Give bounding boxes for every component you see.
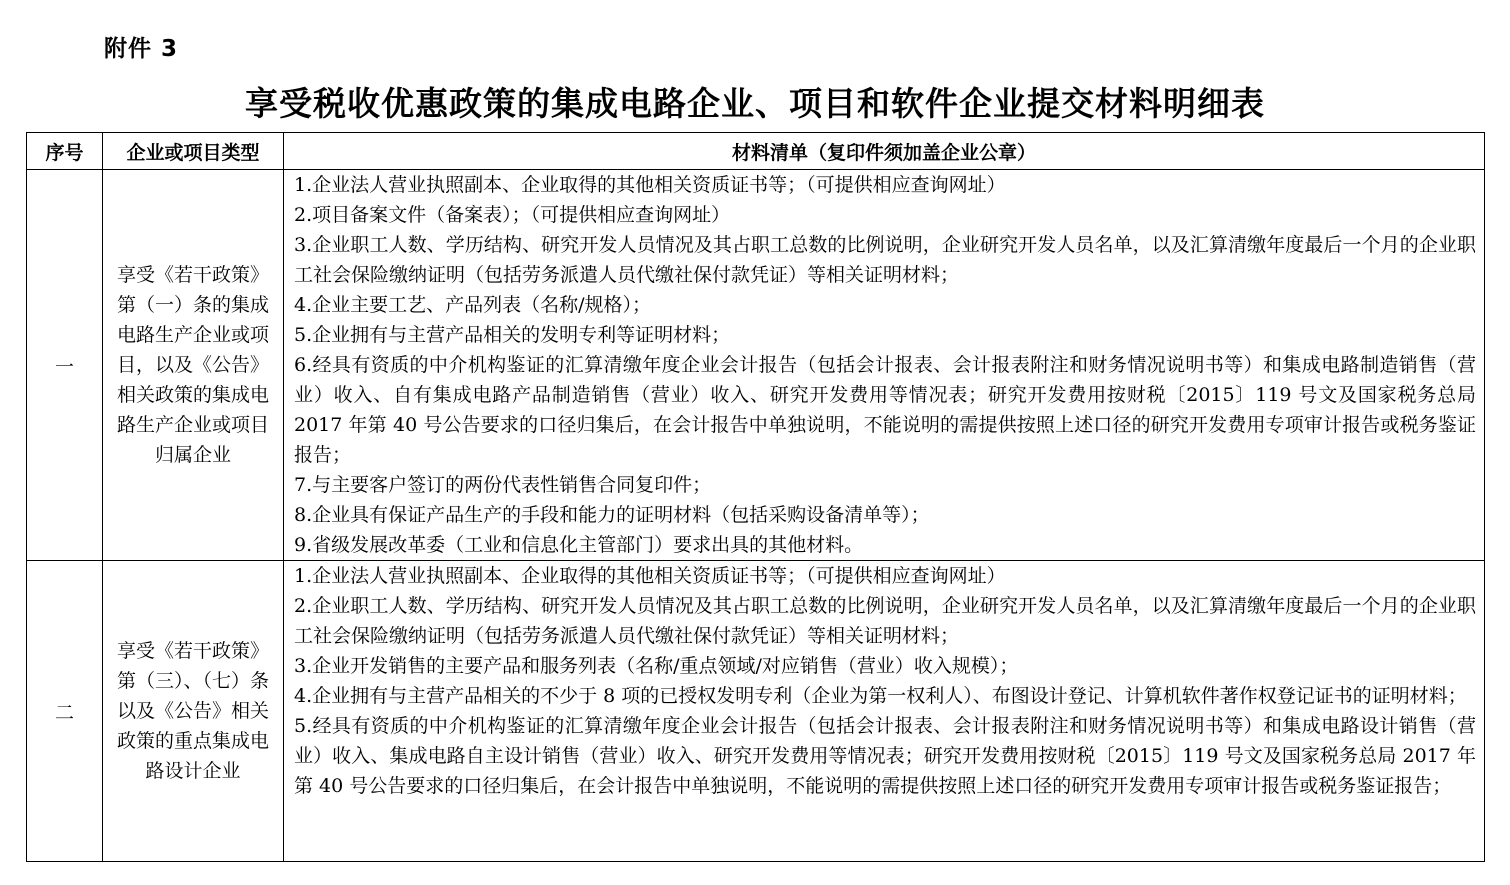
row-type: 享受《若干政策》第（三）、（七）条以及《公告》相关政策的重点集成电路设计企业	[103, 561, 284, 862]
material-item: 4.企业拥有与主营产品相关的不少于 8 项的已授权发明专利（企业为第一权利人）、布图设计登记、计算机软件著作权登记证书的证明材料；	[294, 685, 1467, 707]
materials-table	[26, 132, 1485, 862]
material-item: 2.项目备案文件（备案表）；（可提供相应查询网址）	[294, 204, 731, 226]
row-seq: 一	[27, 170, 103, 561]
table-row	[27, 561, 1485, 862]
material-item: 4.企业主要工艺、产品列表（名称/规格）；	[294, 294, 652, 316]
attachment-label: 附件 3	[104, 36, 179, 62]
material-item: 3.企业职工人数、学历结构、研究开发人员情况及其占职工总数的比例说明，企业研究开发人员名单，以及汇算清缴年度最后一个月的企业职工社会保险缴纳证明（包括劳务派遣人员代缴社保付款凭证）等相关证明材料；	[294, 234, 1476, 286]
column-header-type: 企业或项目类型	[103, 133, 284, 170]
document-title: 享受税收优惠政策的集成电路企业、项目和软件企业提交材料明细表	[245, 84, 1265, 123]
material-item: 2.企业职工人数、学历结构、研究开发人员情况及其占职工总数的比例说明，企业研究开发人员名单，以及汇算清缴年度最后一个月的企业职工社会保险缴纳证明（包括劳务派遣人员代缴社保付款凭证）等相关证明材料；	[294, 595, 1476, 647]
material-item: 1.企业法人营业执照副本、企业取得的其他相关资质证书等；（可提供相应查询网址）	[294, 565, 1006, 587]
material-item: 5.经具有资质的中介机构鉴证的汇算清缴年度企业会计报告（包括会计报表、会计报表附注和财务情况说明书等）和集成电路设计销售（营业）收入、集成电路自主设计销售（营业）收入、研究开发费用等情况表；研究开发费用按财税〔2015〕119 号文及国家税务总局 2017 年第 40 号公告要求的口径归集后，在会计报告中单独说明，不能说明的需提供按照上述口径的研究开发费用专项审计报告或税务鉴证报告；	[294, 715, 1476, 797]
row-materials	[284, 170, 1485, 561]
material-item: 3.企业开发销售的主要产品和服务列表（名称/重点领域/对应销售（营业）收入规模）；	[294, 655, 1019, 677]
material-item: 9.省级发展改革委（工业和信息化主管部门）要求出具的其他材料。	[294, 534, 864, 556]
material-item: 8.企业具有保证产品生产的手段和能力的证明材料（包括采购设备清单等）；	[294, 504, 930, 526]
row-type: 享受《若干政策》第（一）条的集成电路生产企业或项目，以及《公告》相关政策的集成电路生产企业或项目归属企业	[103, 170, 284, 561]
material-item: 5.企业拥有与主营产品相关的发明专利等证明材料；	[294, 324, 731, 346]
column-header-materials: 材料清单（复印件须加盖企业公章）	[284, 133, 1485, 170]
material-item: 1.企业法人营业执照副本、企业取得的其他相关资质证书等；（可提供相应查询网址）	[294, 174, 1006, 196]
table-row	[27, 170, 1485, 561]
row-materials	[284, 561, 1485, 862]
row-seq: 二	[27, 561, 103, 862]
column-header-seq: 序号	[27, 133, 103, 170]
material-item: 7.与主要客户签订的两份代表性销售合同复印件；	[294, 474, 712, 496]
table-header-row	[27, 133, 1485, 170]
material-item: 6.经具有资质的中介机构鉴证的汇算清缴年度企业会计报告（包括会计报表、会计报表附注和财务情况说明书等）和集成电路制造销售（营业）收入、自有集成电路产品制造销售（营业）收入、研究开发费用等情况表；研究开发费用按财税〔2015〕119 号文及国家税务总局 2017 年第 40 号公告要求的口径归集后，在会计报告中单独说明，不能说明的需提供按照上述口径的研究开发费用专项审计报告或税务鉴证报告；	[294, 354, 1476, 466]
